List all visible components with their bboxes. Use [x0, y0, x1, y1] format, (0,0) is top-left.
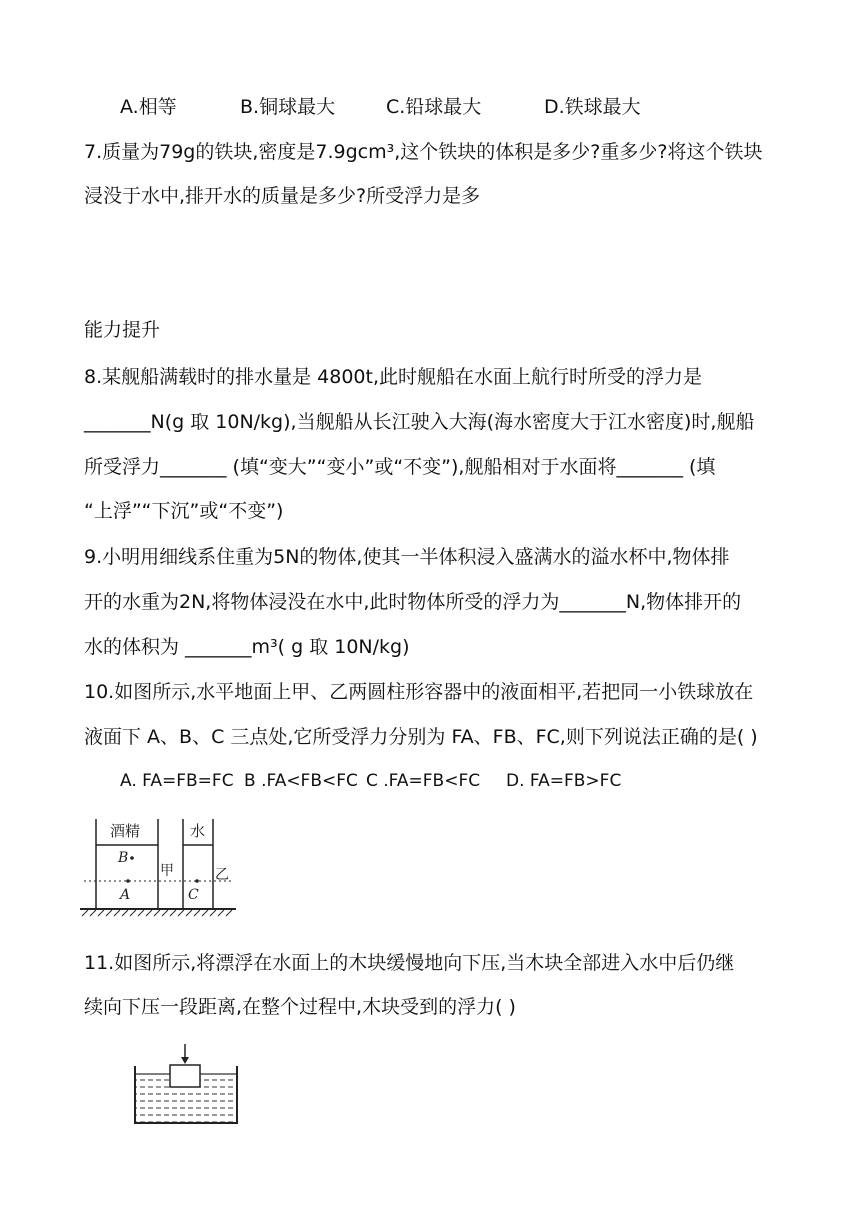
q9-line-3: 水的体积为 _______m³( g 取 10N/kg)	[84, 636, 410, 658]
label-point-c: C	[188, 887, 199, 903]
point-a-dot	[126, 879, 130, 883]
q8-line-4: “上浮”“下沉”或“不变”)	[84, 500, 284, 522]
label-water: 水	[190, 822, 206, 840]
q10-option-a: A. FA=FB=FC	[120, 771, 234, 791]
q10-line-2: 液面下 A、B、C 三点处,它所受浮力分别为 FA、FB、FC,则下列说法正确的是( )	[84, 726, 758, 748]
q6-option-d: D.铁球最大	[544, 96, 641, 118]
wooden-block	[170, 1065, 200, 1087]
label-yi: 乙	[215, 867, 229, 883]
q9-line-2: 开的水重为2N,将物体浸没在水中,此时物体所受的浮力为_______N,物体排开的	[84, 591, 742, 613]
q11-figure	[132, 1042, 240, 1126]
q8-line-3: 所受浮力_______ (填“变大”“变小”或“不变”),舰船相对于水面将_______ (填	[84, 456, 716, 478]
q7-line-2: 浸没于水中,排开水的质量是多少?所受浮力是多	[84, 185, 481, 207]
q10-option-c: C .FA=FB<FC	[366, 771, 481, 791]
point-c-dot	[195, 879, 199, 883]
label-point-a: A	[120, 887, 131, 903]
q6-option-b: B.铜球最大	[240, 96, 336, 118]
q10-line-1: 10.如图所示,水平地面上甲、乙两圆柱形容器中的液面相平,若把同一小铁球放在	[84, 681, 754, 703]
q9-line-1: 9.小明用细线系住重为5N的物体,使其一半体积浸入盛满水的溢水杯中,物体排	[84, 546, 730, 568]
q8-line-2: _______N(g 取 10N/kg),当舰船从长江驶入大海(海水密度大于江水密度)时,舰船	[84, 411, 755, 433]
q6-option-a: A.相等	[120, 96, 177, 118]
q11-line-2: 续向下压一段距离,在整个过程中,木块受到的浮力( )	[84, 996, 516, 1018]
q6-option-c: C.铅球最大	[386, 96, 482, 118]
q11-line-1: 11.如图所示,将漂浮在水面上的木块缓慢地向下压,当木块全部进入水中后仍继	[84, 952, 735, 974]
q10-figure	[80, 815, 240, 920]
q10-option-d: D. FA=FB>FC	[506, 771, 622, 791]
label-alcohol: 酒精	[110, 822, 141, 840]
q7-line-1: 7.质量为79g的铁块,密度是7.9gcm³,这个铁块的体积是多少?重多少?将这个铁块	[84, 141, 763, 163]
section-title: 能力提升	[84, 319, 161, 341]
point-b-dot	[130, 856, 134, 860]
q10-option-b: B .FA<FB<FC	[244, 771, 358, 791]
label-point-b: B	[118, 850, 129, 866]
q8-line-1: 8.某舰船满载时的排水量是 4800t,此时舰船在水面上航行时所受的浮力是	[84, 366, 703, 388]
label-jia: 甲	[160, 863, 174, 879]
